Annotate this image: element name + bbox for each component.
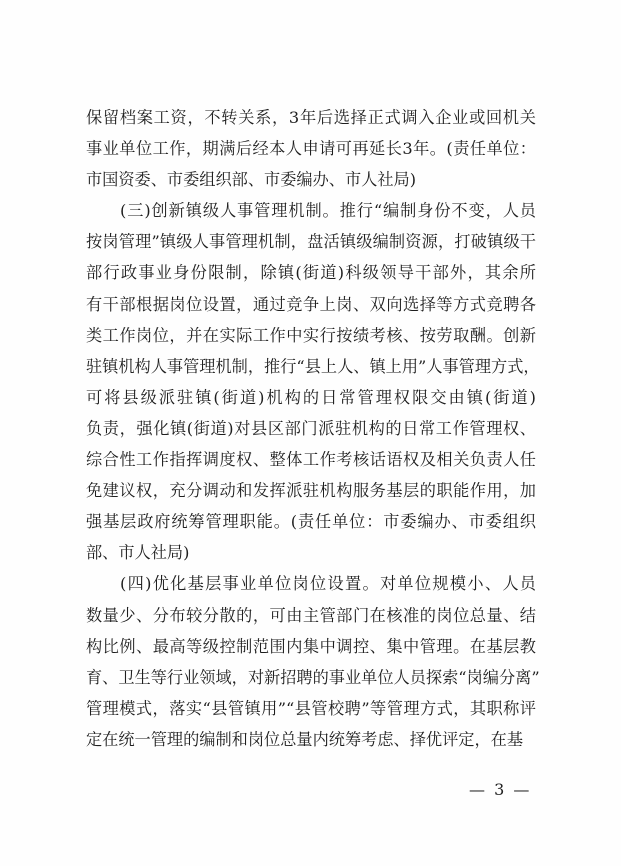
line-text: 保留档案工资，不转关系，3年后选择正式调入企业或回机关 bbox=[86, 108, 536, 127]
text-line bbox=[86, 662, 540, 693]
text-line bbox=[86, 257, 536, 288]
page-number: — 3 — bbox=[469, 780, 532, 799]
text-line bbox=[86, 724, 536, 755]
text-line bbox=[86, 631, 536, 662]
line-text: 部、市人社局) bbox=[86, 543, 190, 563]
text-line bbox=[86, 382, 536, 413]
line-text: 强基层政府统筹管理职能。(责任单位：市委编办、市委组织 bbox=[86, 512, 536, 532]
line-text: 按岗管理”镇级人事管理机制，盘活镇级编制资源，打破镇级干 bbox=[86, 232, 536, 252]
text-line bbox=[86, 537, 536, 568]
line-text: 数量少、分布较分散的，可由主管部门在核准的岗位总量、结 bbox=[86, 605, 536, 625]
line-text: 市国资委、市委组织部、市委编办、市人社局) bbox=[86, 170, 417, 190]
text-line bbox=[86, 351, 540, 382]
text-line bbox=[86, 164, 536, 195]
text-line bbox=[86, 413, 536, 444]
line-text: (四)优化基层事业单位岗位设置。对单位规模小、人员 bbox=[120, 574, 536, 594]
text-line bbox=[86, 444, 536, 475]
line-text: 免建议权，充分调动和发挥派驻机构服务基层的职能作用，加 bbox=[86, 481, 536, 501]
text-line bbox=[86, 506, 536, 537]
paragraph bbox=[86, 568, 540, 755]
paragraph bbox=[86, 102, 536, 195]
text-line bbox=[86, 475, 536, 506]
line-text: 驻镇机构人事管理机制，推行“县上人、镇上用”人事管理方式， bbox=[86, 356, 540, 376]
line-text: 事业单位工作，期满后经本人申请可再延长3年。(责任单位： bbox=[86, 139, 536, 159]
text-line bbox=[86, 320, 536, 351]
line-text: 可将县级派驻镇(街道)机构的日常管理权限交由镇(街道) bbox=[86, 387, 536, 407]
line-text: 构比例、最高等级控制范围内集中调控、集中管理。在基层教 bbox=[86, 636, 536, 656]
text-line bbox=[86, 102, 536, 133]
line-text: 有干部根据岗位设置，通过竞争上岗、双向选择等方式竞聘各 bbox=[86, 294, 536, 314]
text-line bbox=[86, 693, 536, 724]
line-text: 综合性工作指挥调度权、整体工作考核话语权及相关负责人任 bbox=[86, 450, 536, 470]
text-line bbox=[86, 600, 536, 631]
paragraph bbox=[86, 195, 540, 568]
document-body bbox=[86, 102, 540, 755]
line-text: 负责，强化镇(街道)对县区部门派驻机构的日常工作管理权、 bbox=[86, 418, 536, 438]
line-text: 定在统一管理的编制和岗位总量内统筹考虑、择优评定，在基 bbox=[86, 729, 524, 749]
text-line bbox=[86, 568, 536, 599]
line-text: 育、卫生等行业领域，对新招聘的事业单位人员探索“岗编分离” bbox=[86, 667, 540, 687]
text-line bbox=[86, 289, 536, 320]
line-text: 类工作岗位，并在实际工作中实行按绩考核、按劳取酬。创新 bbox=[86, 325, 536, 345]
line-text: (三)创新镇级人事管理机制。推行“编制身份不变，人员 bbox=[120, 201, 536, 221]
text-line bbox=[86, 226, 536, 257]
text-line bbox=[86, 195, 536, 226]
line-text: 部行政事业身份限制，除镇(街道)科级领导干部外，其余所 bbox=[86, 263, 536, 283]
line-text: 管理模式，落实“县管镇用”“县管校聘”等管理方式，其职称评 bbox=[86, 698, 536, 718]
text-line bbox=[86, 133, 536, 164]
